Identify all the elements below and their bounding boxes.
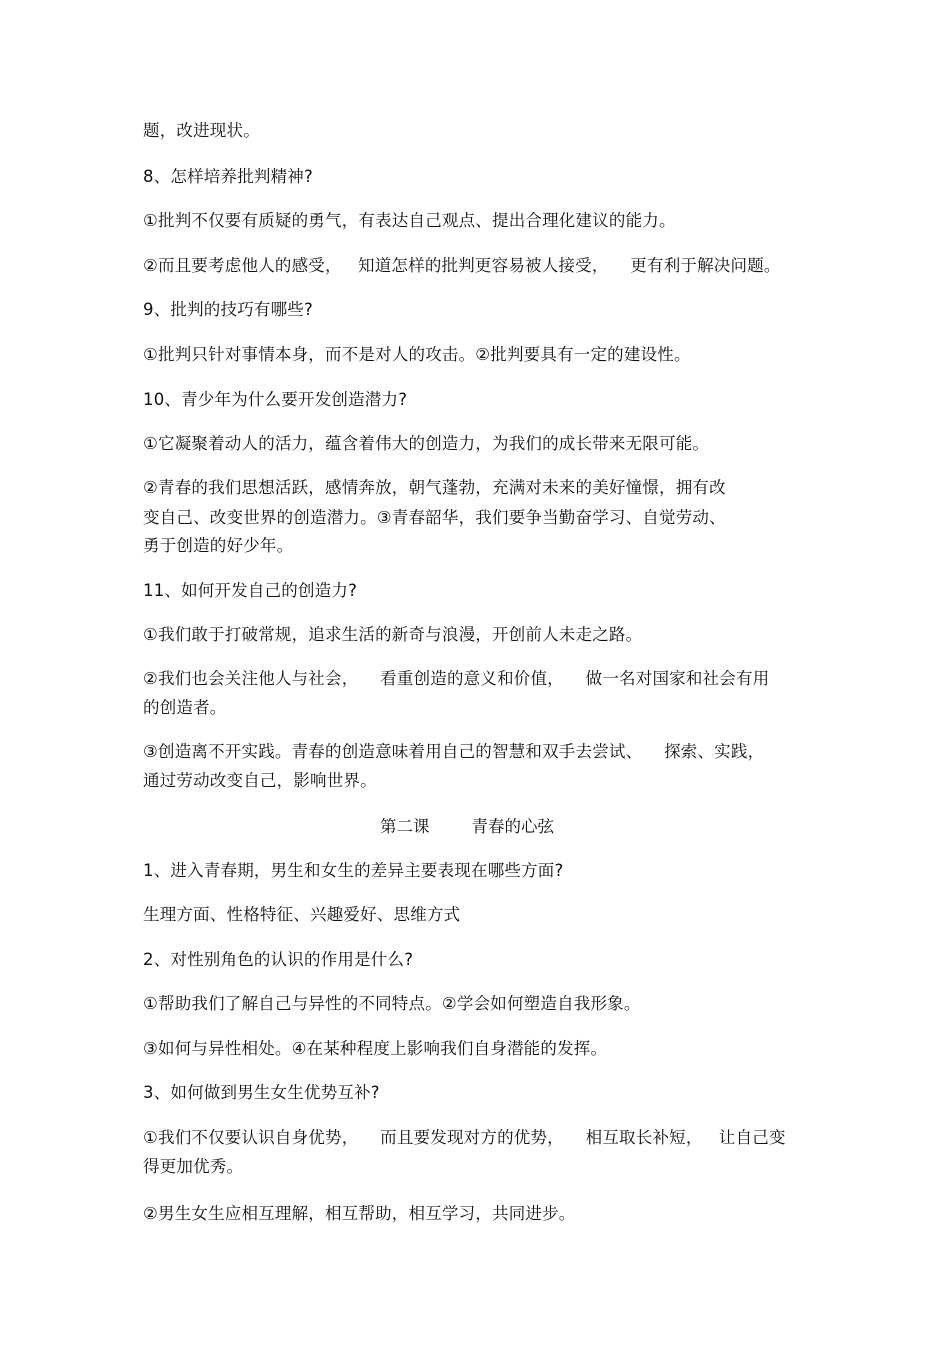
question-heading: 11、如何开发自己的创造力?	[143, 581, 358, 600]
question-heading: 10、青少年为什么要开发创造潜力?	[143, 390, 408, 409]
question-heading: 8、怎样培养批判精神?	[143, 167, 313, 186]
paragraph-line: 生理方面、性格特征、兴趣爱好、思维方式	[143, 905, 461, 924]
paragraph-line: ②我们也会关注他人与社会， 看重创造的意义和价值， 做一名对国家和社会有用	[143, 669, 770, 688]
paragraph-line: ①批判只针对事情本身，而不是对人的攻击。②批判要具有一定的建设性。	[143, 345, 691, 364]
paragraph-line: 得更加优秀。	[143, 1157, 244, 1176]
question-heading: 9、批判的技巧有哪些?	[143, 300, 313, 319]
paragraph-line: ①我们不仅要认识自身优势， 而且要发现对方的优势， 相互取长补短， 让自己变	[143, 1128, 786, 1147]
paragraph-line: 的创造者。	[143, 698, 227, 717]
paragraph-line: ②青春的我们思想活跃，感情奔放，朝气蓬勃，充满对未来的美好憧憬，拥有改	[143, 478, 726, 497]
paragraph-line: ①帮助我们了解自己与异性的不同特点。②学会如何塑造自我形象。	[143, 994, 641, 1013]
question-heading: 2、对性别角色的认识的作用是什么?	[143, 950, 414, 969]
paragraph-line: 变自己、改变世界的创造潜力。③青春韶华，我们要争当勤奋学习、自觉劳动、	[143, 508, 726, 527]
paragraph-line: 勇于创造的好少年。	[143, 536, 294, 555]
paragraph-line: ③如何与异性相处。④在某种程度上影响我们自身潜能的发挥。	[143, 1039, 608, 1058]
paragraph-line: 通过劳动改变自己，影响世界。	[143, 771, 377, 790]
question-heading: 3、如何做到男生女生优势互补?	[143, 1083, 380, 1102]
paragraph-line: ②男生女生应相互理解，相互帮助，相互学习，共同进步。	[143, 1204, 576, 1223]
paragraph-line: ①我们敢于打破常规，追求生活的新奇与浪漫，开创前人未走之路。	[143, 625, 643, 644]
lesson-title: 第二课 青春的心弦	[380, 817, 554, 836]
paragraph-line: ①批判不仅要有质疑的勇气，有表达自己观点、提出合理化建议的能力。	[143, 211, 676, 230]
paragraph-line: 题，改进现状。	[143, 121, 260, 140]
question-heading: 1、进入青春期，男生和女生的差异主要表现在哪些方面?	[143, 861, 564, 880]
paragraph-line: ③创造离不开实践。青春的创造意味着用自己的智慧和双手去尝试、 探索、实践，	[143, 742, 765, 761]
paragraph-line: ①它凝聚着动人的活力，蕴含着伟大的创造力，为我们的成长带来无限可能。	[143, 434, 710, 453]
paragraph-line: ②而且要考虑他人的感受， 知道怎样的批判更容易被人接受， 更有利于解决问题。	[143, 256, 781, 275]
